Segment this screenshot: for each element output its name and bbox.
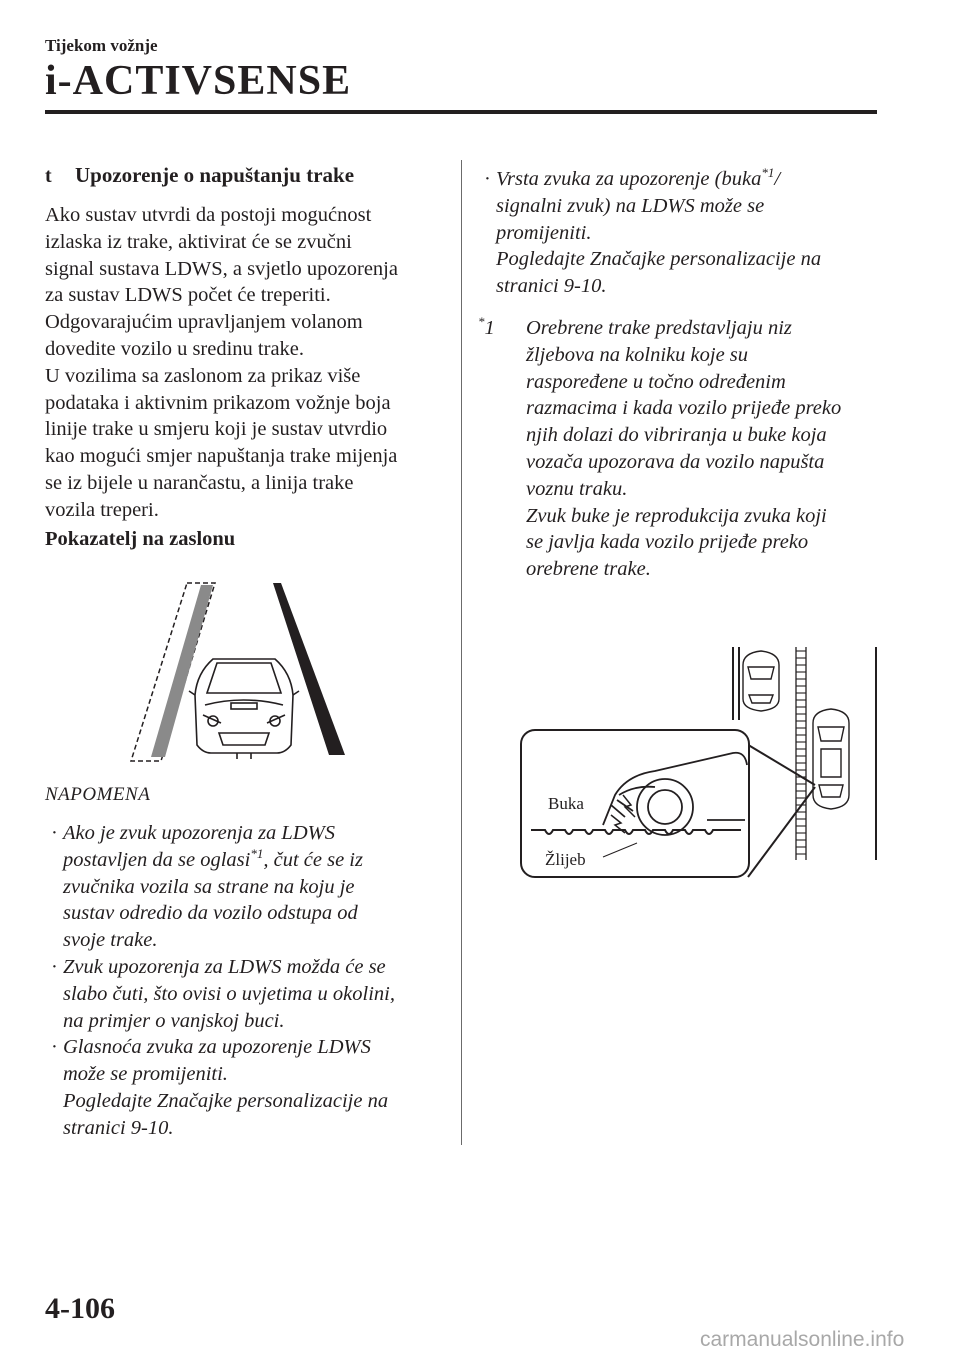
bullet-dot: ·	[51, 1036, 58, 1059]
para-line: U vozilima sa zaslonom za prikaz više	[45, 364, 361, 387]
para-line: se iz bijele u narančastu, a linija trake	[45, 471, 354, 494]
column-divider	[461, 160, 462, 1145]
footnote-text	[526, 315, 878, 583]
footnote-line: razmacima i kada vozilo prijeđe preko	[526, 397, 842, 420]
footnote-line: raspoređene u točno određenim	[526, 370, 786, 393]
bullet-dot: ·	[51, 955, 58, 978]
bullet-dot: ·	[484, 168, 491, 190]
bullet-marker: t	[45, 165, 52, 187]
right-note-list	[478, 166, 878, 300]
footnote-line: orebrene trake.	[526, 558, 651, 581]
footnote-star: *	[478, 314, 485, 330]
footnote	[478, 315, 878, 583]
note-line: zvučnika vozila sa strane na koju je	[63, 875, 355, 898]
note-item	[45, 954, 445, 1034]
footnote-line: se javlja kada vozilo prijeđe preko	[526, 531, 809, 554]
note-line: signalni zvuk) na LDWS može se	[496, 194, 765, 217]
display-indicator-heading: Pokazatelj na zaslonu	[45, 528, 236, 550]
note-list	[45, 820, 445, 1142]
heading-text: Upozorenje o napuštanju trake	[75, 163, 355, 187]
note-line: Glasnoća zvuka za upozorenje LDWS	[63, 1036, 371, 1059]
footnote-line: Orebrene trake predstavljaju niz	[526, 317, 792, 339]
note-text: postavljen da se oglasi	[63, 848, 251, 871]
footnote-line: voznu traku.	[526, 477, 628, 500]
note-line	[496, 166, 878, 193]
note-title: NAPOMENA	[45, 784, 151, 805]
footnote-line: vozača upozorava da vozilo napušta	[526, 450, 825, 473]
para-line: kao mogući smjer napuštanja trake mijenja	[45, 445, 398, 468]
para-line: dovedite vozilo u sredinu trake.	[45, 337, 305, 360]
watermark: carmanualsonline.info	[700, 1328, 905, 1351]
note-line: stranici 9-10.	[496, 275, 607, 298]
para-line: podataka i aktivnim prikazom vožnje boja	[45, 391, 391, 414]
note-text: Vrsta zvuka za upozorenje (buka	[496, 168, 762, 190]
rumble-strip-illustration	[515, 645, 885, 880]
note-line: slabo čuti, što ovisi o uvjetima u okolini,	[63, 982, 395, 1005]
para-line: izlaska iz trake, aktivirat će se zvučni	[45, 230, 352, 253]
para-line: za sustav LDWS počet će treperiti.	[45, 284, 331, 307]
note-item	[45, 820, 445, 954]
page-title: i-ACTIVSENSE	[45, 58, 352, 104]
footnote-line: Zvuk buke je reprodukcija zvuka koji	[526, 504, 827, 527]
label-noise: Buka	[548, 794, 584, 813]
note-line: promijeniti.	[496, 221, 592, 244]
para-line: Odgovarajućim upravljanjem volanom	[45, 311, 363, 334]
note-item	[45, 1034, 445, 1141]
body-paragraph	[45, 202, 445, 524]
note-line: Pogledajte Značajke personalizacije na	[496, 248, 822, 271]
note-text: , čut će se iz	[263, 848, 363, 871]
footnote-ref: *1	[761, 165, 775, 181]
note-line: na primjer o vanjskoj buci.	[63, 1009, 285, 1032]
note-line: Pogledajte Značajke personalizacije na	[63, 1089, 389, 1112]
note-line: Ako je zvuk upozorenja za LDWS	[63, 822, 335, 844]
section-label: Tijekom vožnje	[45, 36, 158, 55]
footnote-number: 1	[484, 317, 495, 339]
note-line: može se promijeniti.	[63, 1063, 228, 1086]
footnote-line: žljebova na kolniku koje su	[526, 343, 749, 366]
note-line: stranici 9-10.	[63, 1116, 174, 1139]
para-line: vozila treperi.	[45, 498, 159, 521]
page-number: 4-106	[45, 1292, 115, 1325]
footnote-label	[478, 315, 523, 342]
para-line: Ako sustav utvrdi da postoji mogućnost	[45, 204, 372, 226]
note-text: /	[774, 168, 781, 190]
header-rule	[45, 110, 877, 114]
section-heading	[45, 163, 445, 188]
note-line	[63, 847, 445, 874]
para-line: signal sustava LDWS, a svjetlo upozorenja	[45, 257, 398, 280]
lane-display-illustration	[125, 575, 355, 765]
bullet-dot: ·	[51, 822, 58, 844]
label-groove: Žlijeb	[545, 850, 586, 869]
note-item	[478, 166, 878, 300]
footnote-ref: *1	[250, 845, 264, 861]
para-line: linije trake u smjeru koji je sustav utvrdio	[45, 418, 388, 441]
note-line: Zvuk upozorenja za LDWS možda će se	[63, 955, 386, 978]
note-line: sustav odredio da vozilo odstupa od	[63, 902, 358, 925]
note-line: svoje trake.	[63, 929, 158, 952]
footnote-line: njih dolazi do vibriranja u buke koja	[526, 424, 827, 447]
